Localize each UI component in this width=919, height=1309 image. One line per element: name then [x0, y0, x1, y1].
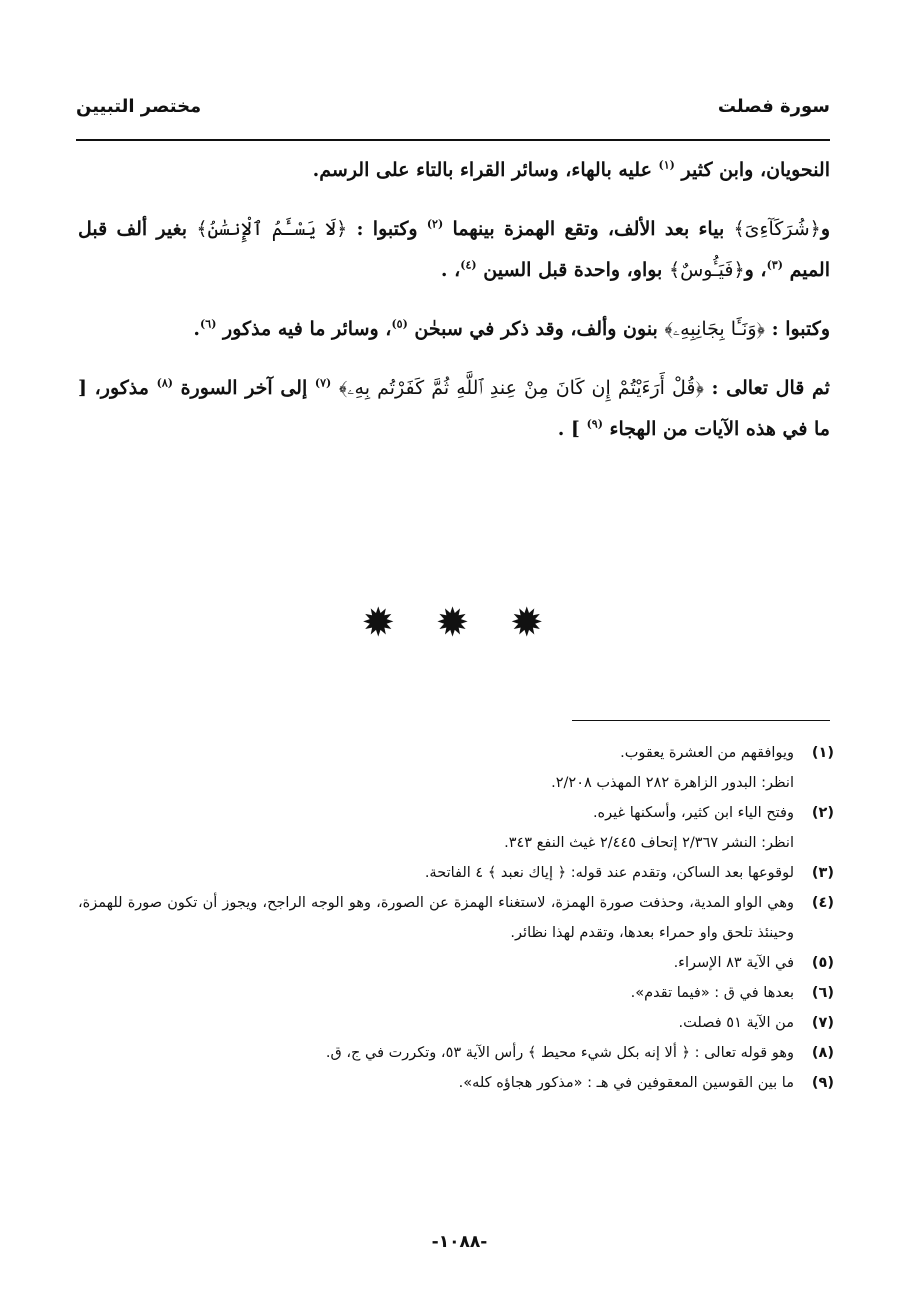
- footnote-number: (٥): [811, 955, 834, 971]
- footnote-text: [78, 1068, 794, 1098]
- page-number: -١٠٨٨-: [431, 1232, 488, 1252]
- footnote-ref: (٨): [156, 376, 173, 390]
- text-segment: وكتبوا :: [771, 318, 830, 340]
- footnote-ref: (١): [658, 158, 675, 172]
- footnote-8: [78, 1038, 834, 1068]
- quran-quote: ﴿شُرَكَآءِىَ﴾: [733, 218, 821, 240]
- footnotes: [78, 738, 834, 1098]
- paragraph-3: [78, 309, 830, 350]
- footnote-number: (٧): [811, 1015, 834, 1031]
- footnote-ref: (٥): [391, 317, 408, 331]
- text-segment: مذكور، [ ما في هذه الآيات من الهجاء: [78, 377, 830, 440]
- quran-quote: ﴿قُلْ أَرَءَيْتُمْ إِن كَانَ مِنْ عِندِ ٱللَّهِ ثُمَّ كَفَرْتُم بِهِۦ﴾: [338, 377, 704, 399]
- quran-quote: ﴿وَنَـَٔا بِجَانِبِهِۦ﴾: [664, 318, 765, 340]
- footnote-rule: [572, 720, 830, 721]
- text-segment: النحويان، وابن كثير: [681, 159, 830, 181]
- text-segment: .: [193, 318, 201, 340]
- footnote-ref: (٦): [200, 317, 217, 331]
- footnote-line: انظر: البدور الزاهرة ٢٨٢ المهذب ٢/٢٠٨.: [551, 775, 794, 791]
- section-ornament-icon: ✹ ✹ ✹: [361, 600, 558, 646]
- footnote-line: وفتح الياء ابن كثير، وأسكنها غيره.: [592, 805, 794, 821]
- footnote-5: [78, 948, 834, 978]
- text-segment: ] .: [557, 418, 580, 440]
- quran-quote: ﴿فَيَـُٔوسٌ﴾: [668, 259, 745, 281]
- footnote-ref: (٩): [586, 417, 603, 431]
- footnote-number: (٦): [811, 985, 834, 1001]
- footnote-text: [78, 1038, 794, 1068]
- text-segment: ، و: [744, 259, 767, 281]
- footnote-text: [78, 948, 794, 978]
- running-header: [76, 96, 830, 117]
- header-rule: [76, 139, 830, 141]
- footnote-text: [78, 978, 794, 1008]
- footnote-text: [78, 738, 794, 798]
- footnote-text: [78, 1008, 794, 1038]
- footnote-number: (١): [811, 745, 834, 761]
- footnote-7: [78, 1008, 834, 1038]
- footnote-line: من الآية ٥١ فصلت.: [678, 1015, 794, 1031]
- footnote-number: (٢): [811, 805, 834, 821]
- footnote-line: بعدها في ق : «فيما تقدم».: [630, 985, 794, 1001]
- footnote-number: (٨): [811, 1045, 834, 1061]
- footnote-line: لوقوعها بعد الساكن، وتقدم عند قوله: ﴿ إياك نعبد ﴾ ٤ الفاتحة.: [424, 865, 794, 881]
- main-text: [78, 150, 830, 468]
- footnote-ref: (٢): [426, 217, 444, 231]
- text-segment: ، وسائر ما فيه مذكور: [223, 318, 392, 340]
- footnote-number: (٩): [811, 1075, 834, 1091]
- footnote-ref: (٤): [460, 258, 477, 272]
- footnote-line: انظر: النشر ٢/٣٦٧ إتحاف ٢/٤٤٥ غيث النفع ٣٤٣.: [504, 835, 794, 851]
- text-segment: عليه بالهاء، وسائر القراء بالتاء على الرسم.: [312, 159, 652, 181]
- text-segment: وكتبوا :: [356, 218, 418, 240]
- paragraph-1: [78, 150, 830, 191]
- text-segment: بنون وألف، وقد ذكر في سبحٰن: [414, 318, 658, 340]
- footnote-1: [78, 738, 834, 798]
- footnote-4: [78, 888, 834, 948]
- text-segment: إلى آخر السورة: [180, 377, 308, 399]
- footnote-line: في الآية ٨٣ الإسراء.: [673, 955, 794, 971]
- text-segment: بغير ألف قبل الميم: [78, 218, 830, 281]
- footnote-number: (٤): [811, 895, 834, 911]
- text-segment: ، .: [440, 259, 461, 281]
- footnote-ref: (٧): [314, 376, 332, 390]
- footnote-9: [78, 1068, 834, 1098]
- footnote-text: [78, 858, 794, 888]
- footnote-line: وهو قوله تعالى : ﴿ ألا إنه بكل شيء محيط ﴾ رأس الآية ٥٣، وتكررت في ج، ق.: [325, 1045, 794, 1061]
- footnote-ref: (٣): [766, 258, 783, 272]
- footnote-line: ويوافقهم من العشرة يعقوب.: [620, 745, 794, 761]
- text-segment: بواو، واحدة قبل السين: [483, 259, 663, 281]
- footnote-line: وهي الواو المدية، وحذفت صورة الهمزة، لاستغناء الهمزة عن الصورة، وهو الوجه الراجح، ويجوز أن تكون صورة للهمزة، وحينئذ تلحق واو حمراء بعدها، وتقدم لهذا نظائر.: [78, 895, 794, 941]
- footnote-2: [78, 798, 834, 858]
- text-segment: بياء بعد الألف، وتقع الهمزة بينهما: [452, 218, 725, 240]
- footnote-number: (٣): [811, 865, 834, 881]
- text-segment: و: [820, 218, 830, 240]
- footnote-6: [78, 978, 834, 1008]
- footnote-text: [78, 888, 794, 948]
- footnote-text: [78, 798, 794, 858]
- book-title: مختصر التبيين: [76, 96, 202, 117]
- paragraph-2: [78, 209, 830, 291]
- paragraph-4: [78, 368, 830, 450]
- footnote-3: [78, 858, 834, 888]
- footnote-line: ما بين القوسين المعقوفين في هـ : «مذكور هجاؤه كله».: [458, 1075, 794, 1091]
- text-segment: ثم قال تعالى :: [711, 377, 830, 399]
- quran-quote: ﴿لَا يَسْـَٔمُ ٱلْإِنسَٰنُ﴾: [196, 218, 348, 240]
- surah-title: سورة فصلت: [717, 96, 830, 117]
